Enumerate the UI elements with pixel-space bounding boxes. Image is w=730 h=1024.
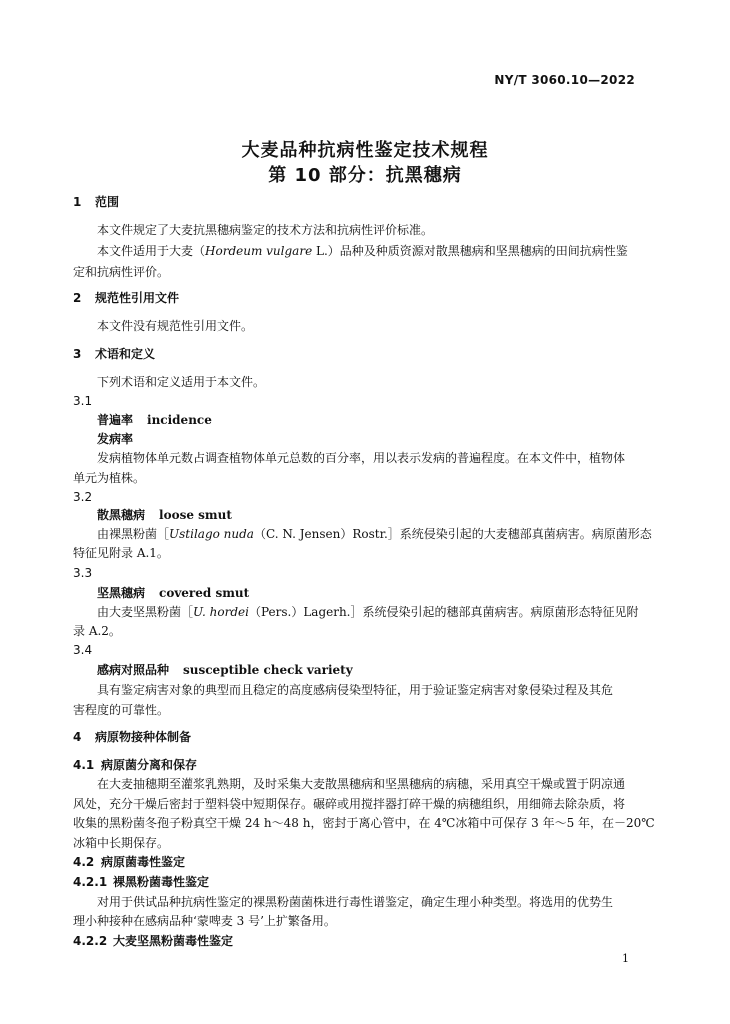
subsection-number: 4.1 <box>73 758 95 772</box>
section-title: 术语和定义 <box>95 347 156 361</box>
section-3-heading <box>73 346 155 362</box>
definition <box>97 526 652 542</box>
paragraph: 本文件规定了大麦抗黑穗病鉴定的技术方法和抗病性评价标准。 <box>97 223 434 237</box>
term-en: susceptible check variety <box>183 663 353 677</box>
term-cn: 坚黑穗病 <box>97 586 146 600</box>
definition: 发病植物体单元数占调查植物体单元总数的百分率，用以表示发病的普遍程度。在本文件中，植物体 <box>97 451 626 465</box>
text-run: （C. N. Jensen）Rostr.］系统侵染引起的大麦穗部真菌病害。病原菌形态 <box>253 527 652 541</box>
subsection-title: 大麦坚黑粉菌毒性鉴定 <box>113 934 234 948</box>
paragraph-continuation: 冰箱中长期保存。 <box>73 836 170 850</box>
subsection-number: 4.2 <box>73 855 95 869</box>
paragraph: 在大麦抽穗期至灌浆乳熟期，及时采集大麦散黑穗病和坚黑穗病的病穗，采用真空干燥或置于阴凉通 <box>97 777 626 791</box>
definition <box>97 604 639 620</box>
term-en: loose smut <box>159 508 232 522</box>
paragraph-continuation: 理小种接种在感病品种‘蒙啤麦 3 号’上扩繁备用。 <box>73 914 336 928</box>
section-title: 规范性引用文件 <box>95 291 180 305</box>
section-title: 病原物接种体制备 <box>95 730 192 744</box>
section-4-heading <box>73 729 191 745</box>
section-number: 3 <box>73 347 82 361</box>
text-run: （Pers.）Lagerh.］系统侵染引起的穗部真菌病害。病原菌形态特征见附 <box>248 605 639 619</box>
section-2-heading <box>73 290 179 306</box>
definition: 具有鉴定病害对象的典型而且稳定的高度感病侵染型特征，用于验证鉴定病害对象侵染过程及其危 <box>97 683 614 697</box>
subsection-title: 裸黑粉菌毒性鉴定 <box>113 875 210 889</box>
subsection-title: 病原菌毒性鉴定 <box>101 855 186 869</box>
text-run: 由裸黑粉菌［ <box>97 527 170 541</box>
term-entry <box>97 662 353 678</box>
text-run: 本文件适用于大麦（ <box>97 244 206 258</box>
term-number: 3.4 <box>73 643 93 657</box>
latin-name: U. hordei <box>193 605 249 619</box>
term-en: incidence <box>147 413 212 427</box>
term-number: 3.3 <box>73 566 93 580</box>
term-entry <box>97 412 212 428</box>
term-alt: 发病率 <box>97 432 134 446</box>
definition-continuation: 害程度的可靠性。 <box>73 703 170 717</box>
term-en: covered smut <box>159 586 250 600</box>
definition-continuation: 录 A.2。 <box>73 624 121 638</box>
section-number: 1 <box>73 195 82 209</box>
paragraph: 本文件没有规范性引用文件。 <box>97 319 254 333</box>
text-run: 由大麦坚黑粉菌［ <box>97 605 194 619</box>
subsection-title: 病原菌分离和保存 <box>101 758 198 772</box>
latin-name: Ustilago nuda <box>169 527 254 541</box>
term-entry <box>97 507 232 523</box>
paragraph: 下列术语和定义适用于本文件。 <box>97 375 266 389</box>
text-run: L.）品种及种质资源对散黑穗病和坚黑穗病的田间抗病性鉴 <box>312 244 628 258</box>
subsection-4-1-heading <box>73 757 197 773</box>
subsection-number: 4.2.2 <box>73 934 108 948</box>
definition-continuation: 单元为植株。 <box>73 471 146 485</box>
term-entry <box>97 585 249 601</box>
term-number: 3.1 <box>73 394 93 408</box>
document-subtitle: 第 10 部分：抗黑穗病 <box>268 165 462 186</box>
paragraph-continuation: 收集的黑粉菌冬孢子粉真空干燥 24 h～48 h，密封于离心管中，在 4℃冰箱中可保存 3 年～5 年，在－20℃ <box>73 816 655 830</box>
paragraph-continuation: 定和抗病性评价。 <box>73 265 170 279</box>
term-cn: 感病对照品种 <box>97 663 170 677</box>
paragraph <box>97 243 628 259</box>
definition-continuation: 特征见附录 A.1。 <box>73 546 169 560</box>
latin-name: Hordeum vulgare <box>205 244 313 258</box>
subsection-number: 4.2.1 <box>73 875 108 889</box>
subsection-4-2-1-heading <box>73 874 209 890</box>
section-number: 2 <box>73 291 82 305</box>
page-number: 1 <box>622 952 629 965</box>
term-cn: 散黑穗病 <box>97 508 146 522</box>
term-cn: 普遍率 <box>97 413 134 427</box>
subsection-4-2-2-heading <box>73 933 233 949</box>
section-title: 范围 <box>95 195 120 209</box>
document-title: 大麦品种抗病性鉴定技术规程 <box>241 140 489 161</box>
term-number: 3.2 <box>73 490 93 504</box>
section-number: 4 <box>73 730 82 744</box>
subsection-4-2-heading <box>73 854 185 870</box>
standard-code: NY/T 3060.10—2022 <box>494 73 635 87</box>
paragraph-continuation: 风处，充分干燥后密封于塑料袋中短期保存。碾碎或用搅拌器打碎干燥的病穗组织，用细筛去除杂质，将 <box>73 797 626 811</box>
paragraph: 对用于供试品种抗病性鉴定的裸黑粉菌菌株进行毒性谱鉴定，确定生理小种类型。将选用的优势生 <box>97 895 614 909</box>
section-1-heading <box>73 194 119 210</box>
